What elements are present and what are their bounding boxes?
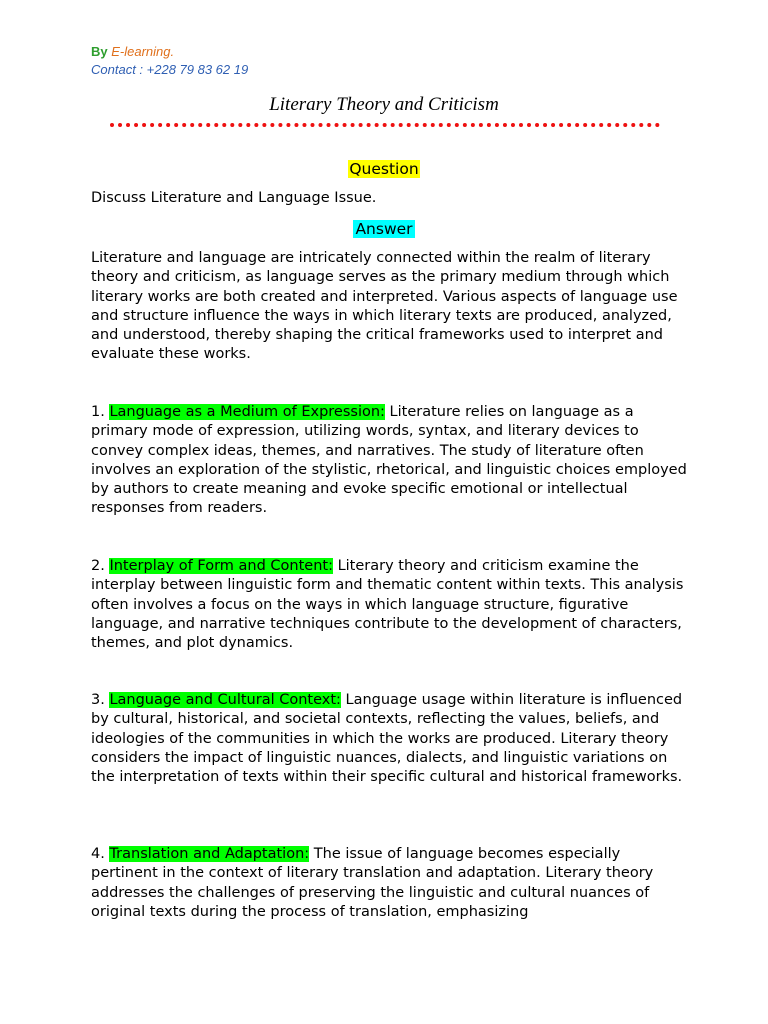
point-body: The issue of language becomes especially pertinent in the context of literary translation and adaptation. Literary theory addresses the challenges of preserving the linguistic and cultural nuances of original texts during the process of translation, emphasizing bbox=[91, 846, 654, 920]
title-divider bbox=[110, 123, 660, 127]
point-heading: Interplay of Form and Content: bbox=[109, 558, 333, 574]
answer-point bbox=[91, 403, 691, 519]
point-heading: Language and Cultural Context: bbox=[109, 692, 341, 708]
point-number: 2. bbox=[91, 558, 105, 574]
point-body: Literary theory and criticism examine the interplay between linguistic form and thematic content within texts. This analysis often involves a focus on the ways in which language structure, figurative language, and narrative techniques contribute to the development of characters, themes, and plot dynamics. bbox=[91, 558, 684, 652]
point-body: Literature relies on language as a primary mode of expression, utilizing words, syntax, and literary devices to convey complex ideas, themes, and narratives. The study of literature often involves an exploration of the stylistic, rhetorical, and linguistic choices employed by authors to create meaning and evoke specific emotional or intellectual responses from readers. bbox=[91, 404, 687, 517]
question-text: Discuss Literature and Language Issue. bbox=[91, 190, 377, 206]
question-label: Question bbox=[349, 160, 419, 178]
document-title: Literary Theory and Criticism bbox=[269, 94, 499, 115]
answer-label: Answer bbox=[355, 220, 413, 238]
answer-label-wrap bbox=[0, 219, 768, 239]
byline bbox=[91, 43, 174, 61]
point-number: 4. bbox=[91, 846, 105, 862]
answer-point bbox=[91, 557, 691, 653]
question-label-wrap bbox=[0, 159, 768, 179]
point-heading: Language as a Medium of Expression: bbox=[109, 404, 385, 420]
point-number: 1. bbox=[91, 404, 105, 420]
answer-point bbox=[91, 691, 691, 787]
answer-point bbox=[91, 845, 691, 922]
contact-info: Contact : +228 79 83 62 19 bbox=[91, 62, 249, 77]
point-body: Language usage within literature is influenced by cultural, historical, and societal contexts, reflecting the values, beliefs, and ideologies of the communities in which the works are produced. Literary theory considers the impact of linguistic nuances, dialects, and linguistic variations on the interpretation of texts within their specific cultural and historical frameworks. bbox=[91, 692, 683, 786]
point-number: 3. bbox=[91, 692, 105, 708]
by-label: By bbox=[91, 44, 108, 59]
answer-intro: Literature and language are intricately connected within the realm of literary theory and criticism, as language serves as the primary medium through which literary works are both created and interpreted. Various aspects of language use and structure influence the ways in which literary texts are produced, analyzed, and understood, thereby shaping the critical frameworks used to interpret and evaluate these works. bbox=[91, 250, 678, 363]
brand-name: E-learning. bbox=[111, 44, 175, 59]
point-heading: Translation and Adaptation: bbox=[109, 846, 310, 862]
